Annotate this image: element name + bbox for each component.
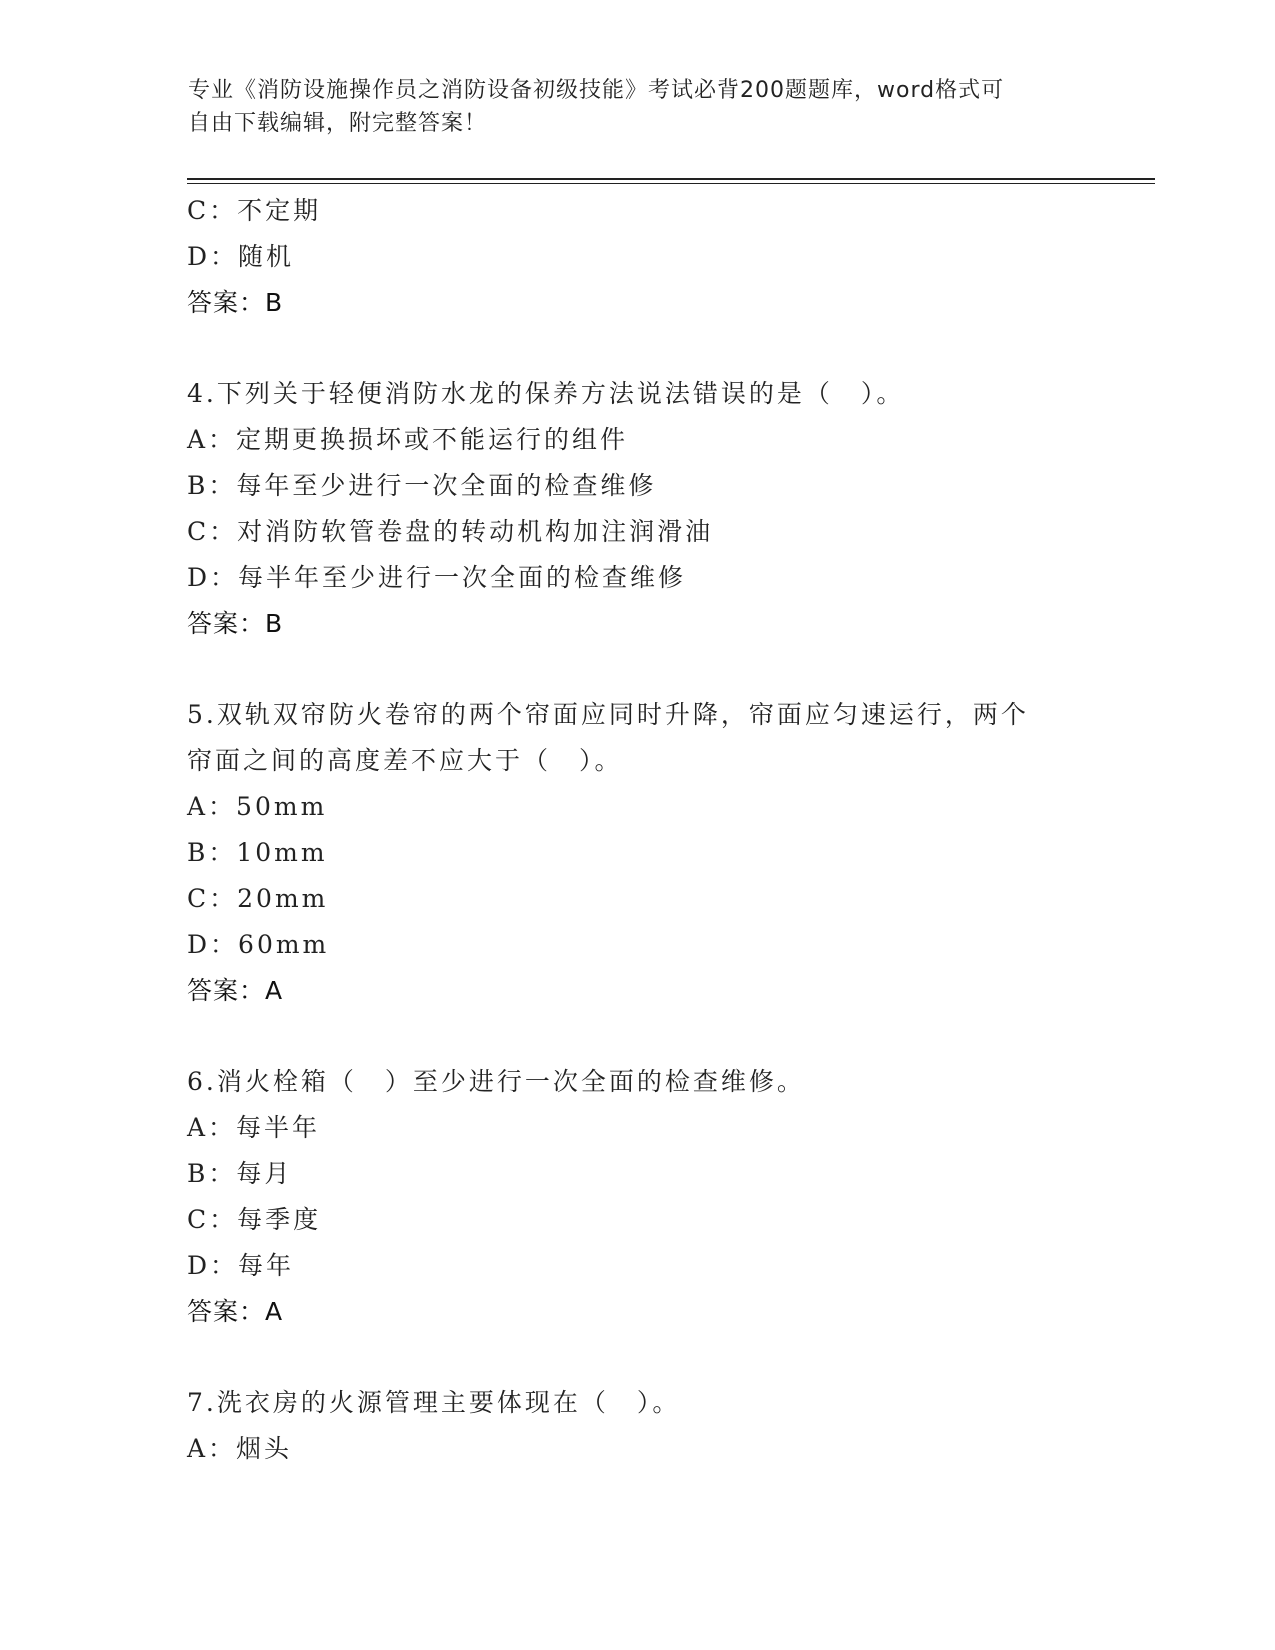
option-b: B：每年至少进行一次全面的检查维修	[187, 471, 657, 500]
question-stem: 6.消火栓箱（ ）至少进行一次全面的检查维修。	[187, 1067, 805, 1096]
spacer	[187, 1014, 1087, 1059]
option-c: C：对消防软管卷盘的转动机构加注润滑油	[187, 517, 714, 546]
option-a: A：烟头	[187, 1434, 293, 1463]
answer: 答案：B	[187, 609, 284, 638]
option-b: B：每月	[187, 1159, 293, 1188]
question-3	[187, 188, 1087, 326]
option-d: D：每半年至少进行一次全面的检查维修	[187, 563, 687, 592]
question-6	[187, 1059, 1087, 1335]
option-d: D：每年	[187, 1251, 295, 1280]
option-b: B：10mm	[187, 838, 328, 867]
option-c: C：20mm	[187, 884, 329, 913]
spacer	[187, 647, 1087, 692]
answer: 答案：A	[187, 976, 284, 1005]
option-c: C：每季度	[187, 1205, 322, 1234]
header-line-2: 自由下载编辑，附完整答案！	[188, 111, 488, 136]
option-d: D：随机	[187, 242, 295, 271]
option-a: A：定期更换损坏或不能运行的组件	[187, 425, 629, 454]
spacer	[187, 1335, 1087, 1380]
option-d: D：60mm	[187, 930, 330, 959]
question-7	[187, 1380, 1087, 1472]
header-divider-thin	[187, 183, 1155, 184]
option-a: A：50mm	[187, 792, 328, 821]
question-4	[187, 371, 1087, 647]
question-list	[187, 188, 1087, 1472]
option-c: C：不定期	[187, 196, 322, 225]
answer: 答案：B	[187, 288, 284, 317]
question-stem-line-1: 5.双轨双帘防火卷帘的两个帘面应同时升降，帘面应匀速运行，两个	[187, 700, 1029, 729]
answer: 答案：A	[187, 1297, 284, 1326]
option-a: A：每半年	[187, 1113, 321, 1142]
header-divider-thick	[187, 178, 1155, 180]
question-stem: 4.下列关于轻便消防水龙的保养方法说法错误的是（ ）。	[187, 379, 905, 408]
spacer	[187, 326, 1087, 371]
question-5	[187, 692, 1087, 1014]
question-stem: 7.洗衣房的火源管理主要体现在（ ）。	[187, 1388, 681, 1417]
question-stem-line-2: 帘面之间的高度差不应大于（ ）。	[187, 746, 623, 775]
document-header	[188, 74, 1068, 140]
header-line-1: 专业《消防设施操作员之消防设备初级技能》考试必背200题题库，word格式可	[188, 78, 1005, 103]
